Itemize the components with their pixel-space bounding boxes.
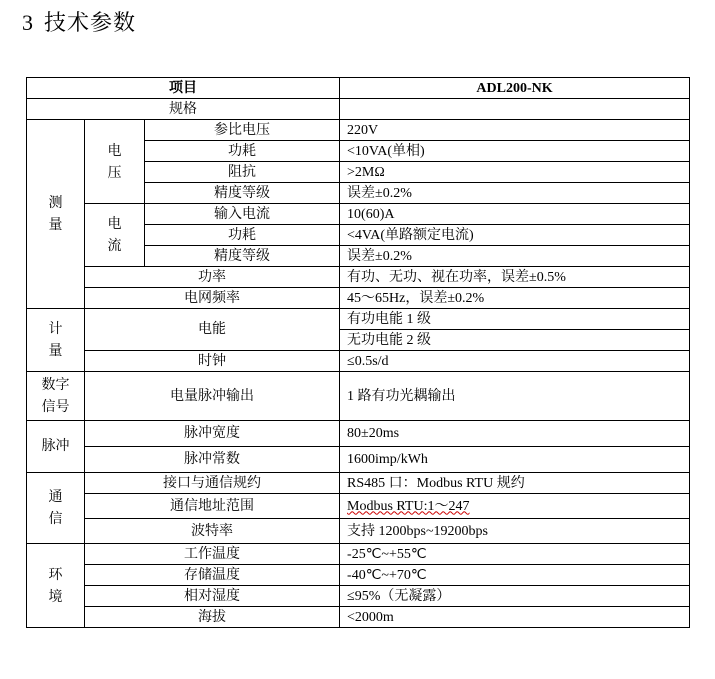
group-voltage: 电 压 bbox=[85, 120, 145, 204]
row-label: 脉冲宽度 bbox=[85, 421, 340, 447]
row-value: 80±20ms bbox=[340, 421, 690, 447]
header-item: 项目 bbox=[27, 78, 340, 99]
row-value: 误差±0.2% bbox=[340, 183, 690, 204]
table-row bbox=[27, 494, 690, 519]
section-number: 3 bbox=[22, 10, 34, 35]
row-value: <10VA(单相) bbox=[340, 141, 690, 162]
table-header-row bbox=[27, 78, 690, 99]
row-label: 存储温度 bbox=[85, 565, 340, 586]
row-value: 支持 1200bps~19200bps bbox=[340, 519, 690, 544]
row-value: -40℃~+70℃ bbox=[340, 565, 690, 586]
row-value: 45～65Hz，误差±0.2% bbox=[340, 288, 690, 309]
row-label: 接口与通信规约 bbox=[85, 473, 340, 494]
row-value: 误差±0.2% bbox=[340, 246, 690, 267]
table-row bbox=[27, 473, 690, 494]
table-row bbox=[27, 99, 690, 120]
section-title bbox=[22, 6, 136, 37]
row-label: 参比电压 bbox=[145, 120, 340, 141]
row-value: 220V bbox=[340, 120, 690, 141]
section-heading: 技术参数 bbox=[44, 11, 137, 36]
row-label: 海拔 bbox=[85, 607, 340, 628]
row-label: 精度等级 bbox=[145, 183, 340, 204]
row-label: 工作温度 bbox=[85, 544, 340, 565]
row-value: 有功电能 1 级 bbox=[340, 309, 690, 330]
group-current: 电 流 bbox=[85, 204, 145, 267]
table-row bbox=[27, 447, 690, 473]
table-row bbox=[27, 565, 690, 586]
row-label: 功耗 bbox=[145, 141, 340, 162]
row-label: 精度等级 bbox=[145, 246, 340, 267]
row-value: <4VA(单路额定电流) bbox=[340, 225, 690, 246]
group-digital: 数字 信号 bbox=[27, 372, 85, 421]
table-row bbox=[27, 351, 690, 372]
row-label: 相对湿度 bbox=[85, 586, 340, 607]
row-value: Modbus RTU:1～247 bbox=[340, 494, 690, 519]
table-row bbox=[27, 519, 690, 544]
table-row bbox=[27, 372, 690, 421]
table-row bbox=[27, 309, 690, 330]
row-label: 电网频率 bbox=[85, 288, 340, 309]
row-label: 通信地址范围 bbox=[85, 494, 340, 519]
row-value: 无功电能 2 级 bbox=[340, 330, 690, 351]
table-row bbox=[27, 586, 690, 607]
row-label: 脉冲常数 bbox=[85, 447, 340, 473]
table-row bbox=[27, 288, 690, 309]
spec-value-empty bbox=[340, 99, 690, 120]
table-row bbox=[27, 421, 690, 447]
group-env: 环 境 bbox=[27, 544, 85, 628]
table-row bbox=[27, 607, 690, 628]
row-label: 功耗 bbox=[145, 225, 340, 246]
row-value: RS485 口：Modbus RTU 规约 bbox=[340, 473, 690, 494]
row-label: 时钟 bbox=[85, 351, 340, 372]
row-label: 功率 bbox=[85, 267, 340, 288]
group-measure: 测 量 bbox=[27, 120, 85, 309]
row-value: 1600imp/kWh bbox=[340, 447, 690, 473]
row-label: 电能 bbox=[85, 309, 340, 351]
group-comm: 通 信 bbox=[27, 473, 85, 544]
row-value: 10(60)A bbox=[340, 204, 690, 225]
table-row bbox=[27, 120, 690, 141]
table-row bbox=[27, 204, 690, 225]
table-row bbox=[27, 267, 690, 288]
row-label: 输入电流 bbox=[145, 204, 340, 225]
header-model: ADL200-NK bbox=[340, 78, 690, 99]
group-pulse: 脉冲 bbox=[27, 421, 85, 473]
row-value: 1 路有功光耦输出 bbox=[340, 372, 690, 421]
table-row bbox=[27, 544, 690, 565]
spec-table bbox=[26, 77, 690, 628]
row-label: 波特率 bbox=[85, 519, 340, 544]
row-label: 电量脉冲输出 bbox=[85, 372, 340, 421]
row-value: -25℃~+55℃ bbox=[340, 544, 690, 565]
row-value: ≤0.5s/d bbox=[340, 351, 690, 372]
row-value: >2MΩ bbox=[340, 162, 690, 183]
row-value: <2000m bbox=[340, 607, 690, 628]
row-label: 阻抗 bbox=[145, 162, 340, 183]
group-metering: 计 量 bbox=[27, 309, 85, 372]
spec-label: 规格 bbox=[27, 99, 340, 120]
row-value: ≤95%（无凝露） bbox=[340, 586, 690, 607]
row-value: 有功、无功、视在功率，误差±0.5% bbox=[340, 267, 690, 288]
